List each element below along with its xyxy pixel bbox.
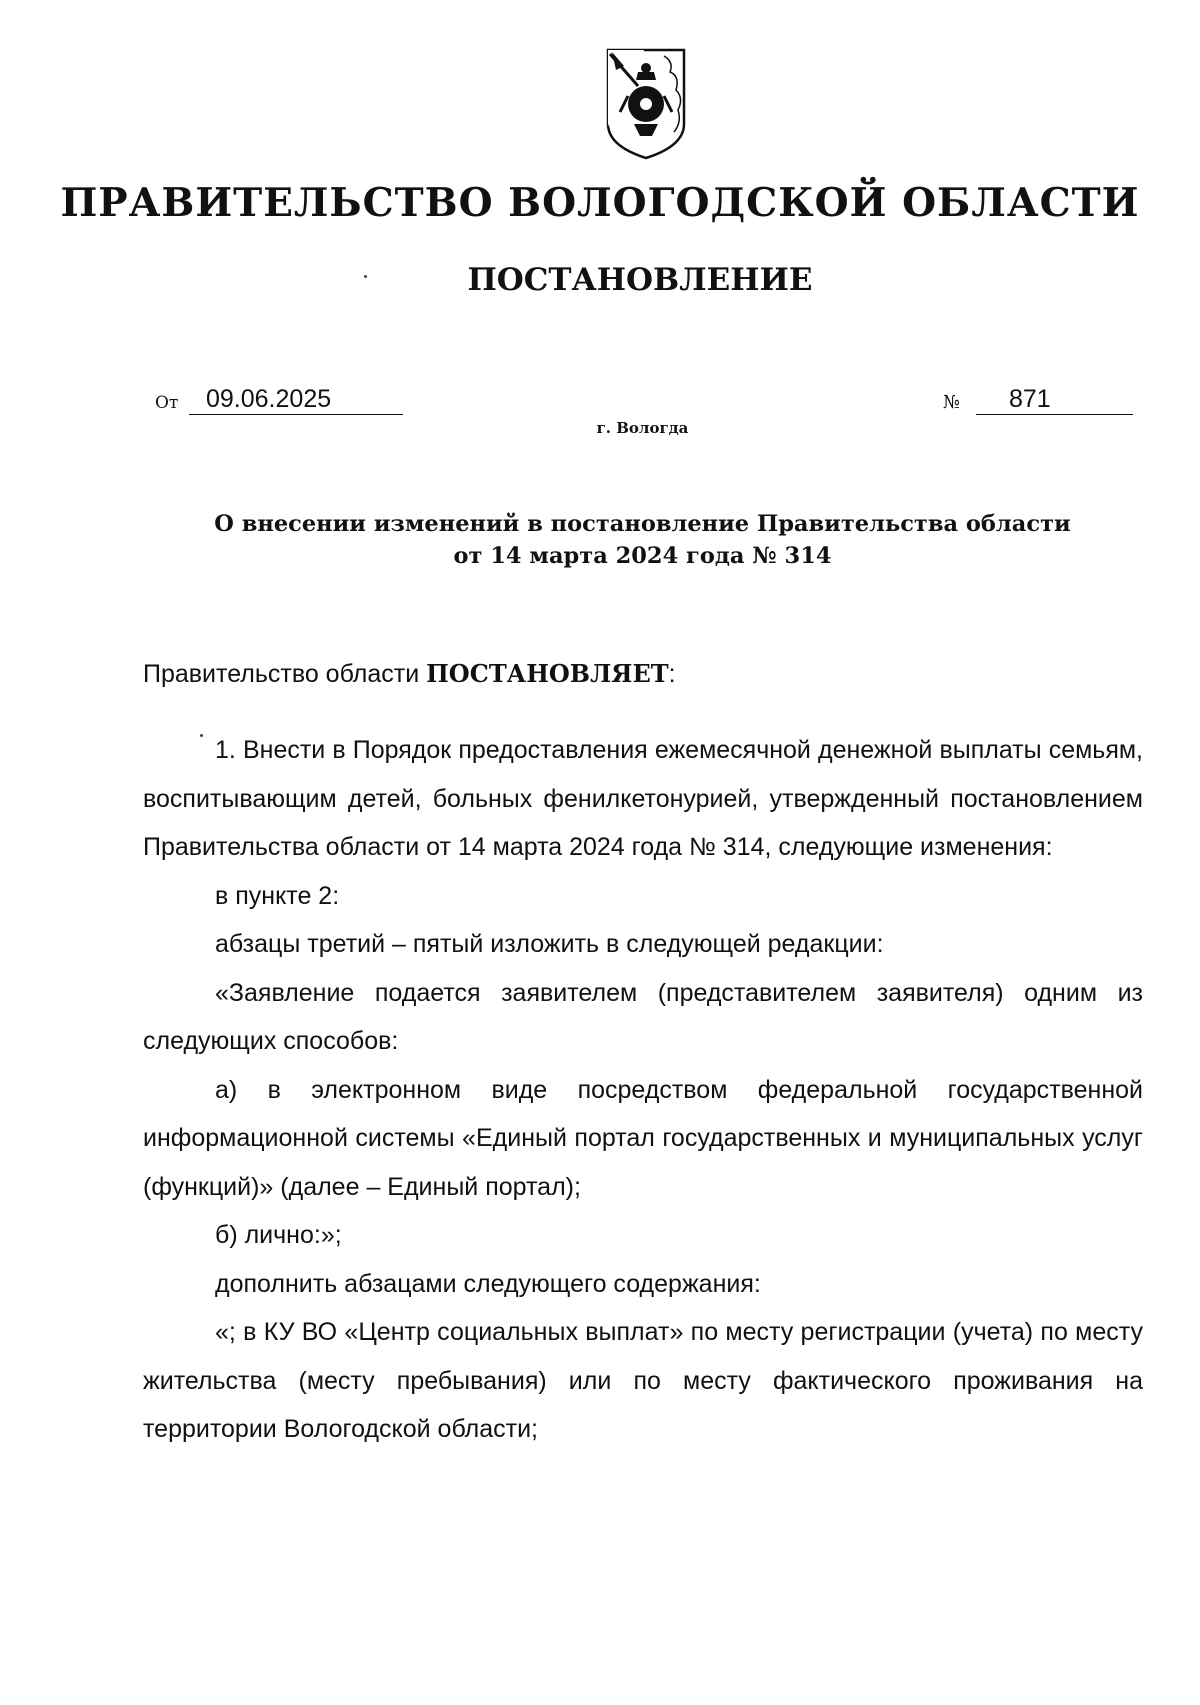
subject-line-2: от 14 марта 2024 года № 314 bbox=[453, 543, 832, 569]
date-value: 09.06.2025 bbox=[206, 385, 332, 413]
preamble bbox=[143, 650, 1143, 699]
preamble-bold: ПОСТАНОВЛЯЕТ bbox=[426, 659, 669, 688]
number-field bbox=[976, 384, 1133, 415]
date-prefix: От bbox=[155, 393, 179, 413]
document-body bbox=[143, 726, 1143, 1454]
subject-line-1: О внесении изменений в постановление Правительства области bbox=[214, 511, 1071, 537]
city-label: г. Вологда bbox=[596, 419, 689, 437]
date-field bbox=[189, 384, 403, 415]
paragraph-1: 1. Внести в Порядок предоставления ежемесячной денежной выплаты семьям, воспитывающим детей, больных фенилкетонурией, утвержденный постановлением Правительства области от 14 марта 2024 года № 314, следующие изменения: bbox=[143, 736, 1143, 861]
preamble-text: Правительство области bbox=[143, 660, 427, 688]
paragraph-2: в пункте 2: bbox=[215, 881, 340, 910]
coat-of-arms-emblem bbox=[604, 46, 688, 162]
number-value: 871 bbox=[1009, 385, 1051, 413]
paragraph-4: «Заявление подается заявителем (представителем заявителя) одним из следующих способов: bbox=[143, 978, 1143, 1055]
paragraph-7: дополнить абзацами следующего содержания: bbox=[215, 1269, 761, 1298]
document-type: ПОСТАНОВЛЕНИЕ bbox=[467, 262, 813, 298]
paragraph-5: а) в электронном виде посредством федеральной государственной информационной системы «Единый портал государственных и муниципальных услуг (функций)» (далее – Единый портал); bbox=[143, 1075, 1143, 1201]
paragraph-3: абзацы третий – пятый изложить в следующей редакции: bbox=[215, 930, 884, 958]
paragraph-8: «; в КУ ВО «Центр социальных выплат» по месту регистрации (учета) по месту жительства (месту пребывания) или по месту фактического проживания на территории Вологодской области; bbox=[143, 1318, 1143, 1443]
preamble-end: : bbox=[668, 660, 676, 688]
scan-speck bbox=[200, 734, 203, 737]
organization-title: ПРАВИТЕЛЬСТВО ВОЛОГОДСКОЙ ОБЛАСТИ bbox=[60, 180, 1140, 226]
paragraph-6: б) лично:»; bbox=[215, 1221, 342, 1249]
scan-speck bbox=[364, 275, 367, 278]
number-prefix: № bbox=[943, 392, 961, 413]
document-subject bbox=[0, 508, 1200, 572]
